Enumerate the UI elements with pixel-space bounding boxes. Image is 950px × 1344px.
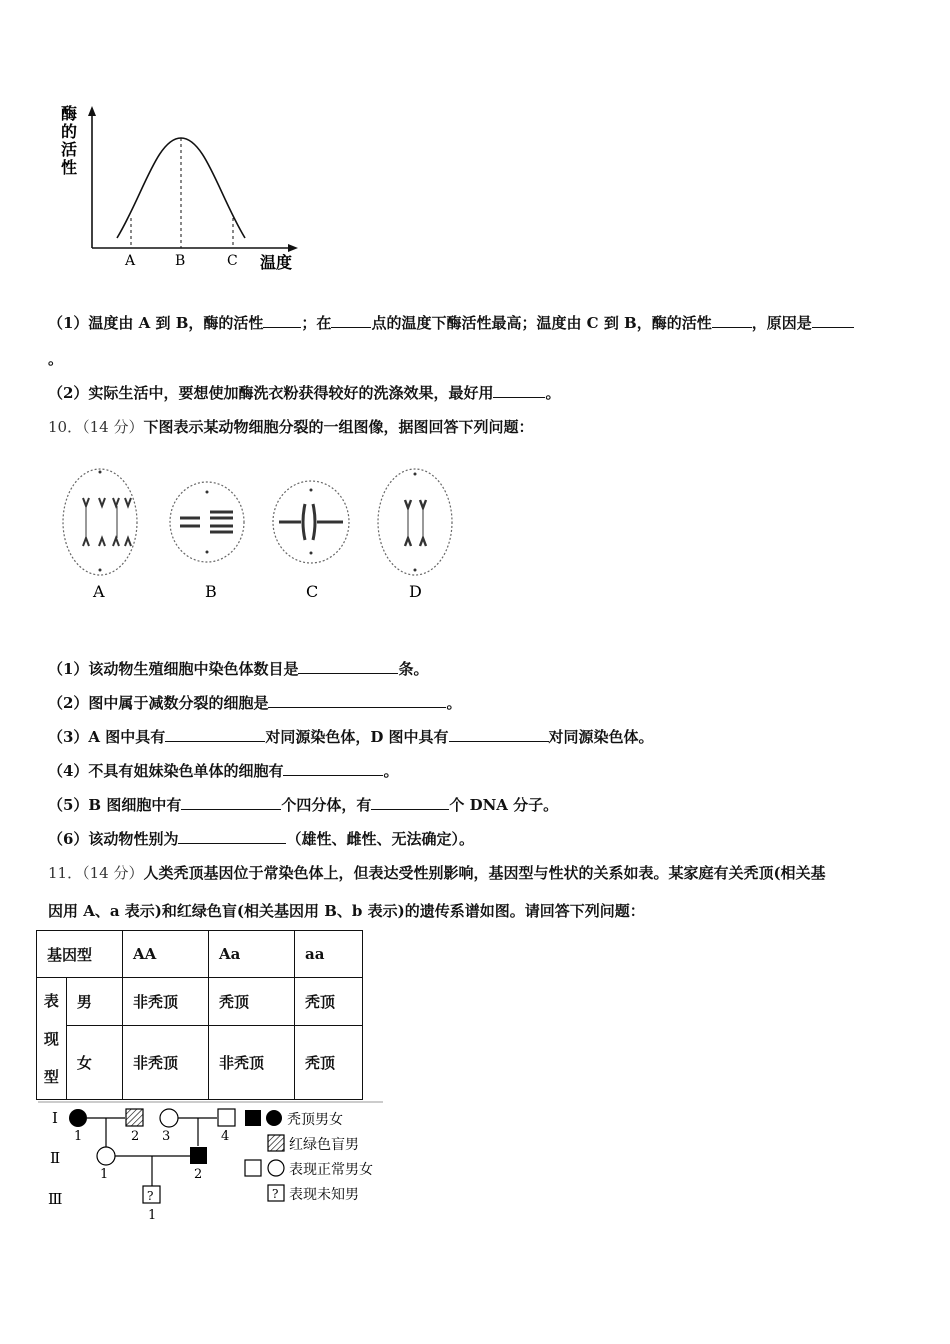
pedigree-chart xyxy=(38,1100,398,1230)
answer-blank[interactable] xyxy=(178,829,286,844)
point-label-a: A xyxy=(125,253,136,269)
y-label-char: 酶 xyxy=(61,104,78,123)
cell-division-figures xyxy=(55,460,455,610)
answer-blank[interactable] xyxy=(493,383,545,398)
genotype-phenotype-table xyxy=(36,930,363,1100)
individual-number: 2 xyxy=(131,1129,140,1144)
legend-normal-male-symbol xyxy=(245,1160,261,1176)
generation-label-2: Ⅱ xyxy=(50,1149,61,1167)
individual-number: 1 xyxy=(74,1129,83,1144)
cell-d xyxy=(378,469,452,575)
answer-blank[interactable] xyxy=(181,795,281,810)
legend-normal-female-symbol xyxy=(268,1160,284,1176)
legend-bald-male-symbol xyxy=(245,1110,261,1126)
q9-item-1-end: 。 xyxy=(48,350,64,368)
answer-blank[interactable] xyxy=(812,313,854,328)
table-cell: 非秃顶 xyxy=(123,978,209,1026)
table-header-cell: Aa xyxy=(209,931,295,978)
cell-label-d: D xyxy=(409,582,422,601)
cell-c xyxy=(273,481,349,563)
answer-blank[interactable] xyxy=(268,693,446,708)
bald-female xyxy=(69,1109,87,1127)
q11-header: 11．（14 分）人类秃顶基因位于常染色体上，但表达受性别影响，基因型与性状的关系如表。某家庭有关秃顶(相关基 xyxy=(48,864,826,882)
answer-blank[interactable] xyxy=(165,727,265,742)
table-cell: 秃顶 xyxy=(295,978,363,1026)
table-header-cell: 基因型 xyxy=(37,931,123,978)
colorblind-male xyxy=(126,1109,143,1126)
individual-number: 2 xyxy=(194,1167,203,1182)
individual-number: 4 xyxy=(221,1129,230,1144)
point-label-c: C xyxy=(227,253,238,269)
unknown-mark: ? xyxy=(147,1189,154,1203)
q10-item-4: （4）不具有姐妹染色单体的细胞有 。 xyxy=(48,762,399,780)
point-label-b: B xyxy=(175,253,186,269)
legend-normal: 表现正常男女 xyxy=(289,1162,373,1178)
q10-header: 10．（14 分）下图表示某动物细胞分裂的一组图像，据图回答下列问题： xyxy=(48,418,534,436)
q10-item-5: （5）B 图细胞中有 个四分体，有 个 DNA 分子。 xyxy=(48,796,559,814)
normal-female xyxy=(160,1109,178,1127)
table-sex-cell: 女 xyxy=(66,1026,122,1100)
x-axis-label: 温度 xyxy=(260,253,293,272)
legend-colorblind-symbol xyxy=(268,1135,284,1151)
answer-blank[interactable] xyxy=(712,313,752,328)
phenotype-row-label: 表 现 型 xyxy=(37,978,67,1100)
cell-b xyxy=(170,482,244,562)
cell-label-b: B xyxy=(205,582,217,601)
legend-colorblind: 红绿色盲男 xyxy=(289,1137,359,1153)
normal-male xyxy=(218,1109,235,1126)
q9-item-2: （2）实际生活中，要想使加酶洗衣粉获得较好的洗涤效果，最好用 。 xyxy=(48,384,561,402)
generation-label-3: Ⅲ xyxy=(48,1190,63,1208)
table-cell: 非秃顶 xyxy=(209,1026,295,1100)
answer-blank[interactable] xyxy=(263,313,301,328)
generation-label-1: I xyxy=(52,1109,58,1127)
y-axis-arrow xyxy=(88,106,96,116)
individual-number: 1 xyxy=(100,1167,109,1182)
table-cell: 秃顶 xyxy=(295,1026,363,1100)
legend-unknown: 表现未知男 xyxy=(289,1187,359,1203)
bald-male xyxy=(190,1147,207,1164)
answer-blank[interactable] xyxy=(298,659,398,674)
answer-blank[interactable] xyxy=(331,313,371,328)
table-header-cell: AA xyxy=(123,931,209,978)
q9-item-1: （1）温度由 A 到 B，酶的活性 ；在 点的温度下酶活性最高；温度由 C 到 B，酶的活性 ，原因是 xyxy=(48,312,854,333)
y-label-char: 活 xyxy=(61,140,78,159)
legend-bald-female-symbol xyxy=(266,1110,282,1126)
table-cell: 秃顶 xyxy=(209,978,295,1026)
q10-item-1: （1）该动物生殖细胞中染色体数目是 条。 xyxy=(48,660,429,678)
cell-a xyxy=(63,469,137,575)
normal-female xyxy=(97,1147,115,1165)
individual-number: 1 xyxy=(148,1208,157,1223)
y-label-char: 的 xyxy=(61,122,78,141)
answer-blank[interactable] xyxy=(283,761,383,776)
table-header-cell: aa xyxy=(295,931,363,978)
cell-label-a: A xyxy=(93,582,105,601)
answer-blank[interactable] xyxy=(371,795,449,810)
legend-unknown-mark: ? xyxy=(272,1187,279,1201)
individual-number: 3 xyxy=(162,1129,171,1144)
legend-bald: 秃顶男女 xyxy=(287,1112,343,1128)
table-sex-cell: 男 xyxy=(66,978,122,1026)
answer-blank[interactable] xyxy=(449,727,549,742)
cell-label-c: C xyxy=(306,582,319,601)
q10-item-3: （3）A 图中具有 对同源染色体，D 图中具有 对同源染色体。 xyxy=(48,728,654,746)
enzyme-activity-graph xyxy=(55,100,315,280)
q11-header-line2: 因用 A、a 表示)和红绿色盲(相关基因用 B、b 表示)的遗传系谱如图。请回答下列问题： xyxy=(48,902,645,920)
q10-item-2: （2）图中属于减数分裂的细胞是 。 xyxy=(48,694,462,712)
x-axis-arrow xyxy=(288,244,298,252)
y-label-char: 性 xyxy=(61,158,78,177)
q10-item-6: （6）该动物性别为 （雄性、雌性、无法确定）。 xyxy=(48,830,474,848)
table-cell: 非秃顶 xyxy=(123,1026,209,1100)
